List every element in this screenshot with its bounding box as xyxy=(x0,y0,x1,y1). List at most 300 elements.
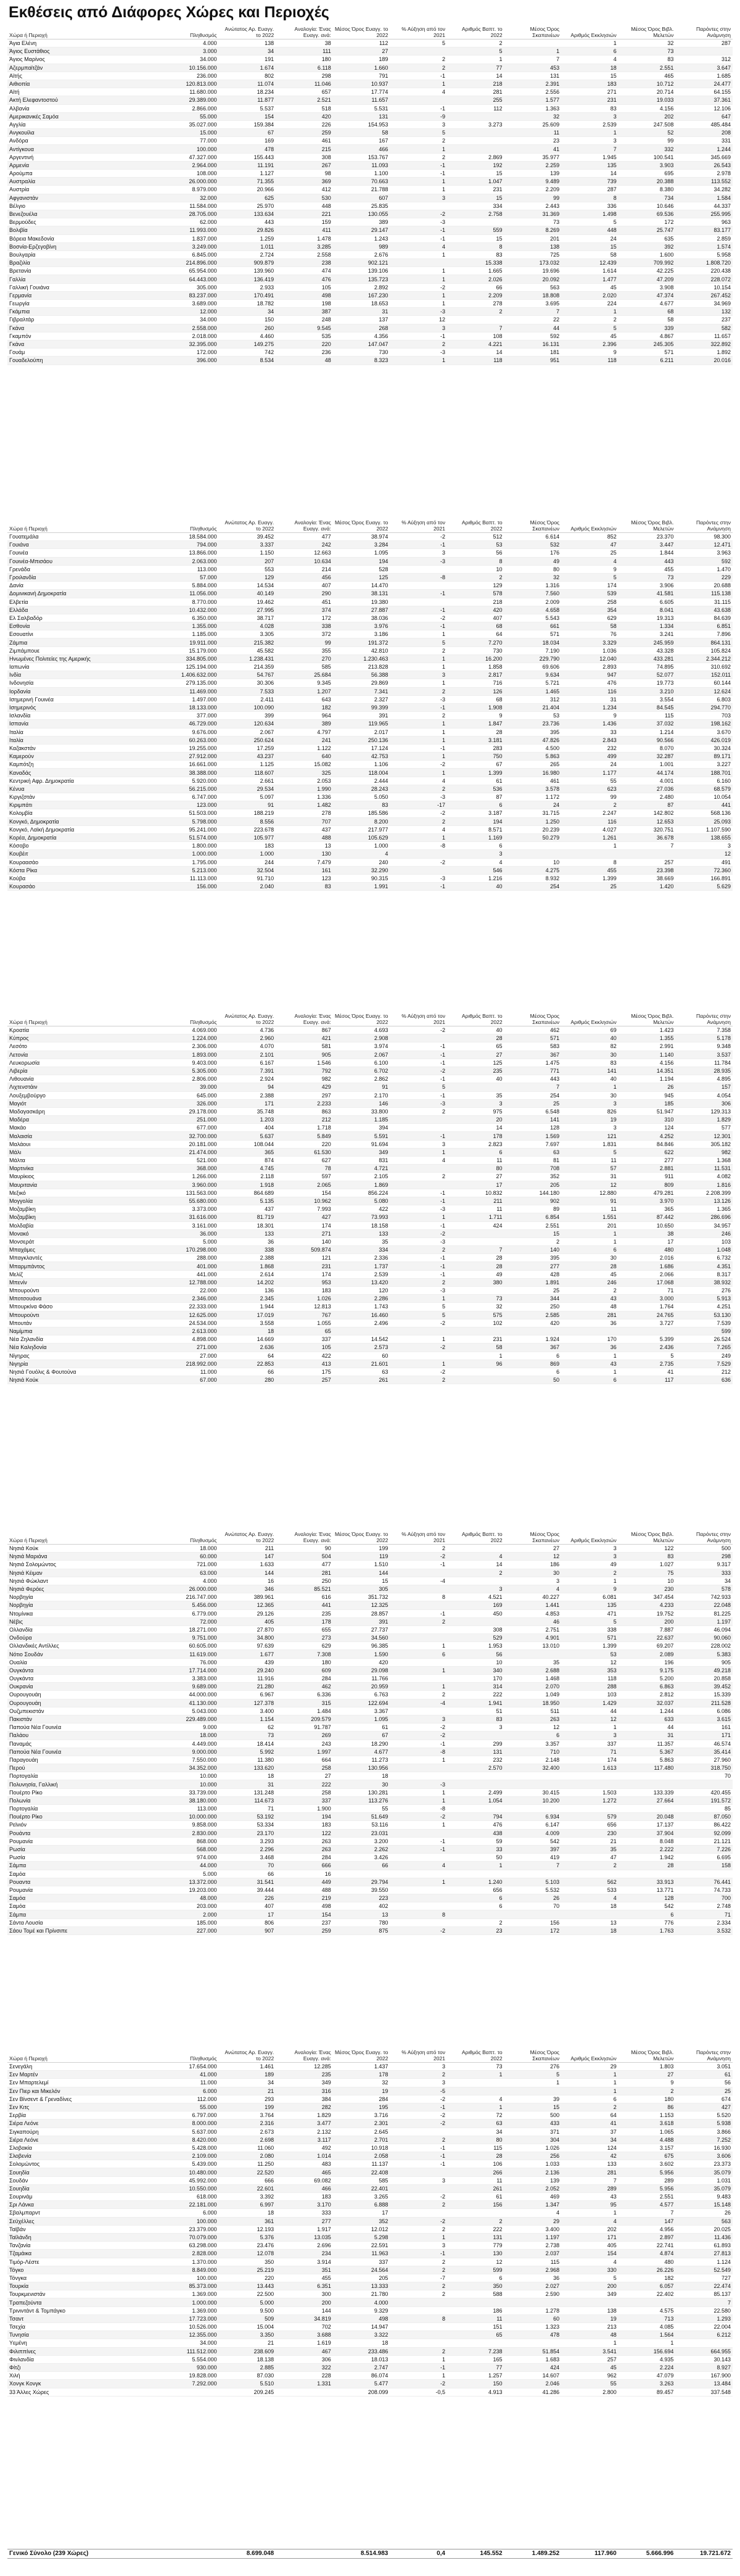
value-cell: -2 xyxy=(390,2112,447,2120)
table-row xyxy=(7,2168,733,2176)
value-cell: 183 xyxy=(276,1821,333,1829)
country-name-cell: Ισημερινή Γουινέα xyxy=(7,695,162,703)
value-cell: 122 xyxy=(619,1545,676,1553)
value-cell: 11.963 xyxy=(333,2250,390,2258)
table-row xyxy=(7,1262,733,1270)
value-cell: 2.046 xyxy=(504,2380,562,2388)
table-row xyxy=(7,1221,733,1229)
value-cell: 120.813.000 xyxy=(162,80,219,88)
country-name-cell: Τιμόρ-Λέστε xyxy=(7,2258,162,2266)
value-cell: 1.177 xyxy=(561,769,619,777)
value-cell: 4 xyxy=(504,2209,562,2217)
value-cell: 7 xyxy=(504,308,562,316)
value-cell: 616 xyxy=(276,1593,333,1601)
value-cell xyxy=(390,1601,447,1609)
value-cell: 3.181 xyxy=(447,736,504,744)
value-cell: 1 xyxy=(390,663,447,671)
value-cell: 1.763 xyxy=(619,1926,676,1934)
value-cell: 55.000 xyxy=(162,112,219,120)
value-cell: 53.192 xyxy=(219,1813,276,1821)
value-cell: 1.055 xyxy=(276,1319,333,1327)
value-cell: 10.526.000 xyxy=(162,2323,219,2331)
value-cell: 4.156 xyxy=(619,1059,676,1067)
value-cell: 1.941 xyxy=(447,1699,504,1707)
value-cell: 60 xyxy=(333,1352,390,1360)
value-cell: 742 xyxy=(219,349,276,357)
value-cell: 113.000 xyxy=(162,1805,219,1813)
table-row xyxy=(7,1173,733,1181)
value-cell: 3.117 xyxy=(276,2136,333,2144)
value-cell: 8.070 xyxy=(619,744,676,752)
value-cell: 3 xyxy=(390,2063,447,2071)
value-cell: 45 xyxy=(561,1270,619,1278)
country-name-cell: Νησιά Κέιμαν xyxy=(7,1569,162,1577)
value-cell: 2.558.000 xyxy=(162,324,219,332)
value-cell: 2.806.000 xyxy=(162,1075,219,1083)
value-cell: 102 xyxy=(447,1319,504,1327)
table-row xyxy=(7,1691,733,1699)
value-cell: 258 xyxy=(276,1764,333,1772)
table-row xyxy=(7,1181,733,1189)
value-cell: 41.130.000 xyxy=(162,1699,219,1707)
value-cell: 11.784 xyxy=(675,1059,733,1067)
country-name-cell: Μονακό xyxy=(7,1229,162,1237)
value-cell: 18.414 xyxy=(219,1740,276,1748)
value-cell: 41 xyxy=(504,145,562,153)
table-row xyxy=(7,72,733,80)
value-cell: 6.797.000 xyxy=(162,2112,219,2120)
value-cell: 238 xyxy=(276,259,333,267)
value-cell: 182 xyxy=(276,703,333,711)
value-cell: 212 xyxy=(276,1116,333,1124)
value-cell: 8 xyxy=(447,242,504,250)
value-cell: 2 xyxy=(390,2258,447,2266)
value-cell: 1.437 xyxy=(333,2063,390,2071)
table-row xyxy=(7,1116,733,1124)
column-header: Πληθυσμός xyxy=(162,1531,219,1545)
country-name-cell: Ουγκάντα xyxy=(7,1675,162,1683)
value-cell: 713 xyxy=(619,2314,676,2322)
value-cell: 11 xyxy=(504,129,562,137)
value-cell: 165 xyxy=(447,2355,504,2363)
value-cell: 448 xyxy=(561,226,619,234)
table-row xyxy=(7,1278,733,1286)
value-cell: 856.224 xyxy=(333,1189,390,1197)
table-row xyxy=(7,533,733,541)
value-cell: 4.252 xyxy=(619,1132,676,1140)
value-cell: 7 xyxy=(447,1246,504,1254)
value-cell: 43 xyxy=(561,2193,619,2201)
value-cell: 636 xyxy=(675,1376,733,1384)
table-row xyxy=(7,1918,733,1926)
value-cell: 36.678 xyxy=(619,833,676,841)
value-cell: 55.000 xyxy=(162,2103,219,2111)
value-cell: 32.400 xyxy=(504,1764,562,1772)
table-row xyxy=(7,1805,733,1813)
value-cell: 34 xyxy=(561,2136,619,2144)
value-cell: 260 xyxy=(219,324,276,332)
country-name-cell: Γουινέα xyxy=(7,549,162,557)
value-cell: 232 xyxy=(561,744,619,752)
value-cell: 2.751 xyxy=(504,1625,562,1633)
value-cell: 535 xyxy=(276,332,333,340)
value-cell: 4 xyxy=(390,1862,447,1870)
value-cell: 794 xyxy=(447,1813,504,1821)
value-cell: 4.356 xyxy=(333,332,390,340)
value-cell: 5.554.000 xyxy=(162,2355,219,2363)
value-cell: 1.482 xyxy=(276,801,333,809)
value-cell: 111 xyxy=(276,47,333,56)
value-cell: -3 xyxy=(390,349,447,357)
value-cell: 864.131 xyxy=(675,638,733,646)
value-cell: 83.237.000 xyxy=(162,291,219,299)
value-cell: 6 xyxy=(390,1650,447,1658)
value-cell: 391 xyxy=(333,712,390,720)
value-cell: 1.477 xyxy=(561,275,619,283)
value-cell: 91.710 xyxy=(219,874,276,882)
value-cell: 1.331 xyxy=(276,2380,333,2388)
table-row xyxy=(7,1609,733,1617)
value-cell: 115.138 xyxy=(675,590,733,598)
value-cell: 365 xyxy=(219,1148,276,1156)
value-cell: 2 xyxy=(390,1278,447,1286)
value-cell: 23 xyxy=(504,137,562,145)
country-name-cell: Φιλιππίνες xyxy=(7,2347,162,2355)
value-cell: 16 xyxy=(219,1577,276,1585)
value-cell xyxy=(390,866,447,874)
value-cell: 222 xyxy=(447,2225,504,2233)
value-cell: 708 xyxy=(504,1165,562,1173)
value-cell: 12.663 xyxy=(276,549,333,557)
value-cell: -1 xyxy=(390,72,447,80)
table-row xyxy=(7,573,733,581)
value-cell: 2 xyxy=(447,2217,504,2225)
value-cell: 1 xyxy=(390,1756,447,1764)
value-cell: 92.099 xyxy=(675,1829,733,1837)
country-name-cell: Ανδόρα xyxy=(7,137,162,145)
value-cell: -1 xyxy=(390,161,447,169)
value-cell: 174 xyxy=(561,1756,619,1764)
table-row xyxy=(7,1707,733,1715)
table-block-1 xyxy=(7,26,733,365)
value-cell xyxy=(390,2306,447,2314)
value-cell: 147 xyxy=(219,1553,276,1561)
value-cell: 4.853 xyxy=(504,1609,562,1617)
value-cell: 3.866 xyxy=(675,2128,733,2136)
table-row xyxy=(7,1878,733,1886)
value-cell: 63.298.000 xyxy=(162,2242,219,2250)
value-cell: 38.180.000 xyxy=(162,1796,219,1804)
value-cell: 218.992.000 xyxy=(162,1360,219,1368)
value-cell: 73.993 xyxy=(333,1213,390,1221)
value-cell: 3.285 xyxy=(276,242,333,250)
value-cell: -2 xyxy=(390,2120,447,2128)
value-cell: 18 xyxy=(333,2339,390,2347)
value-cell: 571 xyxy=(504,630,562,638)
country-name-cell: Κύπρος xyxy=(7,1034,162,1042)
table-row xyxy=(7,104,733,112)
table-row xyxy=(7,1724,733,1732)
table-row xyxy=(7,2184,733,2192)
value-cell: 23.398 xyxy=(619,866,676,874)
value-cell: 183 xyxy=(276,1287,333,1295)
value-cell: 12 xyxy=(675,850,733,858)
country-name-cell: Σάντα Λουσία xyxy=(7,1918,162,1926)
value-cell: 17 xyxy=(219,1910,276,1918)
table-row xyxy=(7,785,733,793)
value-cell xyxy=(390,2339,447,2347)
value-cell: 3 xyxy=(561,1553,619,1561)
value-cell: 13 xyxy=(276,842,333,850)
value-cell: 462 xyxy=(276,1683,333,1691)
table-row xyxy=(7,1683,733,1691)
country-name-cell: Σιέρα Λεόνε xyxy=(7,2136,162,2144)
value-cell: 401.000 xyxy=(162,1262,219,1270)
value-cell: 1.369.000 xyxy=(162,2306,219,2314)
value-cell: -2 xyxy=(390,210,447,218)
value-cell: 18.138 xyxy=(219,2355,276,2363)
value-cell: 67 xyxy=(219,129,276,137)
value-cell: 1.216 xyxy=(447,874,504,882)
column-header: Μέσος Όρος Βιβλ. Μελετών xyxy=(619,2049,676,2063)
value-cell: 15.148 xyxy=(675,2201,733,2209)
value-cell: 3 xyxy=(561,1099,619,1107)
value-cell: 334.805.000 xyxy=(162,654,219,663)
value-cell: 945 xyxy=(619,1091,676,1099)
value-cell: 100.000 xyxy=(162,2217,219,2225)
country-name-cell: Μαυριτανία xyxy=(7,1181,162,1189)
value-cell: 1.808.720 xyxy=(675,259,733,267)
table-row xyxy=(7,687,733,695)
column-header: Αριθμός Εκκλησιών xyxy=(561,26,619,39)
value-cell xyxy=(619,1772,676,1780)
value-cell: 8.534 xyxy=(219,357,276,365)
value-cell: 99.399 xyxy=(333,703,390,711)
country-name-cell: Ελβετία xyxy=(7,598,162,606)
value-cell: -1 xyxy=(390,1270,447,1278)
value-cell: 352 xyxy=(504,1173,562,1181)
value-cell: 14.534 xyxy=(219,582,276,590)
value-cell: 2.673 xyxy=(219,2128,276,2136)
country-name-cell: Λουξεμβούργο xyxy=(7,1091,162,1099)
value-cell: 9.689.000 xyxy=(162,1683,219,1691)
value-cell: 1 xyxy=(447,2071,504,2079)
value-cell: 5.884.000 xyxy=(162,582,219,590)
value-cell: 8.269 xyxy=(504,226,562,234)
country-name-cell: Κροατία xyxy=(7,1026,162,1034)
value-cell: 4 xyxy=(561,2217,619,2225)
table-row xyxy=(7,1634,733,1642)
value-cell: 22.580 xyxy=(675,2306,733,2314)
value-cell: 1.465 xyxy=(504,687,562,695)
value-cell: 7 xyxy=(561,145,619,153)
value-cell: 14.542 xyxy=(333,1335,390,1344)
value-cell: 12.355.000 xyxy=(162,2331,219,2339)
value-cell: 20.016 xyxy=(675,357,733,365)
value-cell: 8 xyxy=(390,1593,447,1601)
country-name-cell: Αζερμπαϊτζάν xyxy=(7,64,162,72)
value-cell: 7.391 xyxy=(219,1067,276,1075)
value-cell: 211 xyxy=(447,1197,504,1205)
country-name-cell: Ντομίνικα xyxy=(7,1609,162,1617)
value-cell: 47.826 xyxy=(504,736,562,744)
table-row xyxy=(7,1229,733,1237)
value-cell: 65 xyxy=(276,1327,333,1335)
value-cell: 2.396 xyxy=(561,340,619,348)
value-cell: 6.614 xyxy=(504,533,562,541)
country-name-cell: Ρουαντα xyxy=(7,1878,162,1886)
value-cell: 69.606 xyxy=(504,663,562,671)
value-cell: 3.906 xyxy=(619,582,676,590)
value-cell: 5.376 xyxy=(219,2233,276,2241)
value-cell: 7 xyxy=(504,1083,562,1091)
value-cell: 2 xyxy=(390,646,447,654)
country-name-cell: Σεν Πιερ και Μικελόν xyxy=(7,2087,162,2095)
value-cell: 2.817 xyxy=(447,671,504,679)
value-cell: 154 xyxy=(219,112,276,120)
value-cell: 6 xyxy=(447,1894,504,1902)
value-cell: -1 xyxy=(390,1609,447,1617)
country-name-cell: Ναμίμπια xyxy=(7,1327,162,1335)
value-cell: 25 xyxy=(504,1099,562,1107)
value-cell: 215.382 xyxy=(219,638,276,646)
value-cell: 147 xyxy=(619,2217,676,2225)
value-cell: 40 xyxy=(447,1075,504,1083)
value-cell: 3.670 xyxy=(675,728,733,736)
value-cell: 257 xyxy=(276,1376,333,1384)
value-cell: 20.714 xyxy=(619,88,676,96)
value-cell: 130.055 xyxy=(333,210,390,218)
value-cell: 2.411 xyxy=(219,695,276,703)
value-cell: 154 xyxy=(276,1910,333,1918)
value-cell: 869 xyxy=(504,1360,562,1368)
country-name-cell: Λιθουανία xyxy=(7,1075,162,1083)
value-cell: 8.420.000 xyxy=(162,2136,219,2144)
value-cell: 4.575 xyxy=(619,2306,676,2314)
value-cell: 3.960.000 xyxy=(162,1181,219,1189)
value-cell: 108.000 xyxy=(162,170,219,178)
value-cell: 25.747 xyxy=(619,226,676,234)
value-cell: 7.292.000 xyxy=(162,2380,219,2388)
country-name-cell: Βενεζουέλα xyxy=(7,210,162,218)
value-cell: 39.452 xyxy=(675,1683,733,1691)
value-cell: 33.913 xyxy=(619,1878,676,1886)
value-cell: 91.787 xyxy=(276,1724,333,1732)
value-cell xyxy=(447,1805,504,1813)
value-cell: 56.215.000 xyxy=(162,785,219,793)
value-cell: 15.338 xyxy=(447,259,504,267)
value-cell: 263 xyxy=(276,1837,333,1845)
country-name-cell: Αγγλία xyxy=(7,120,162,128)
country-name-cell: Γκαμπόν xyxy=(7,332,162,340)
value-cell: 2.924 xyxy=(219,1075,276,1083)
value-cell: 33.800 xyxy=(333,1107,390,1115)
value-cell: 2.892 xyxy=(333,283,390,291)
value-cell: 154.953 xyxy=(333,120,390,128)
country-name-cell: Νορβηγία xyxy=(7,1593,162,1601)
value-cell: 24.564 xyxy=(333,2266,390,2274)
value-cell: 6.000 xyxy=(162,2209,219,2217)
value-cell: 236.000 xyxy=(162,72,219,80)
value-cell: -4 xyxy=(390,1577,447,1585)
value-cell: 82 xyxy=(561,1042,619,1051)
value-cell: 49 xyxy=(504,557,562,565)
value-cell: 44.000 xyxy=(162,1862,219,1870)
value-cell: 89.171 xyxy=(675,753,733,761)
value-cell xyxy=(619,2298,676,2306)
country-name-cell: Τανζανία xyxy=(7,2242,162,2250)
value-cell: 306 xyxy=(675,1099,733,1107)
value-cell: 499 xyxy=(561,753,619,761)
country-name-cell: Παναμάς xyxy=(7,1740,162,1748)
table-row xyxy=(7,202,733,210)
table-row xyxy=(7,1569,733,1577)
value-cell: 83 xyxy=(447,250,504,258)
value-cell: 3.727 xyxy=(619,1319,676,1327)
country-name-cell: Γκάνα xyxy=(7,340,162,348)
value-cell: 9.175 xyxy=(619,1666,676,1674)
value-cell: 2.862 xyxy=(333,1075,390,1083)
value-cell: 1 xyxy=(561,1352,619,1360)
table-row xyxy=(7,137,733,145)
value-cell: 226 xyxy=(219,1894,276,1902)
value-cell: 30 xyxy=(561,1091,619,1099)
country-name-cell: Σεν Μπαρτελεμί xyxy=(7,2079,162,2087)
value-cell: -3 xyxy=(390,557,447,565)
country-name-cell: Ολλανδία xyxy=(7,1625,162,1633)
value-cell: -1 xyxy=(390,2103,447,2111)
country-table xyxy=(7,1013,733,1384)
value-cell: 66 xyxy=(447,283,504,291)
value-cell: -1 xyxy=(390,2152,447,2160)
country-name-cell: Ουκρανία xyxy=(7,1683,162,1691)
value-cell: 20.239 xyxy=(504,825,562,833)
value-cell: 2 xyxy=(561,1569,619,1577)
value-cell: 4 xyxy=(447,2095,504,2103)
value-cell: 129 xyxy=(219,573,276,581)
table-row xyxy=(7,2071,733,2079)
value-cell xyxy=(447,137,504,145)
value-cell: 170 xyxy=(561,1335,619,1344)
value-cell: 25.970 xyxy=(219,202,276,210)
value-cell: 3.249.000 xyxy=(162,242,219,250)
value-cell: 29.826 xyxy=(219,226,276,234)
country-name-cell: Σεν Μαρτέν xyxy=(7,2071,162,2079)
value-cell: 35.748 xyxy=(219,1107,276,1115)
table-row xyxy=(7,316,733,324)
value-cell: 42.225 xyxy=(619,267,676,275)
value-cell: 31.715 xyxy=(504,809,562,817)
country-name-cell: Ιαπωνία xyxy=(7,663,162,671)
country-name-cell: Σιγκαπούρη xyxy=(7,2128,162,2136)
value-cell: 30.415 xyxy=(504,1788,562,1796)
value-cell: 12 xyxy=(390,316,447,324)
value-cell: 4.867 xyxy=(619,332,676,340)
value-cell: -2 xyxy=(390,2380,447,2388)
value-cell: 448 xyxy=(276,202,333,210)
value-cell: 909.879 xyxy=(219,259,276,267)
value-cell: 96 xyxy=(447,1360,504,1368)
value-cell xyxy=(390,1165,447,1173)
value-cell: 9.858.000 xyxy=(162,1821,219,1829)
value-cell: 1.140 xyxy=(619,1051,676,1059)
value-cell: 19.752 xyxy=(619,1609,676,1617)
value-cell: 902 xyxy=(504,1197,562,1205)
value-cell: 14.669 xyxy=(219,1335,276,1344)
value-cell: 202 xyxy=(619,112,676,120)
value-cell: 216.747.000 xyxy=(162,1593,219,1601)
value-cell: 16.980 xyxy=(504,769,562,777)
